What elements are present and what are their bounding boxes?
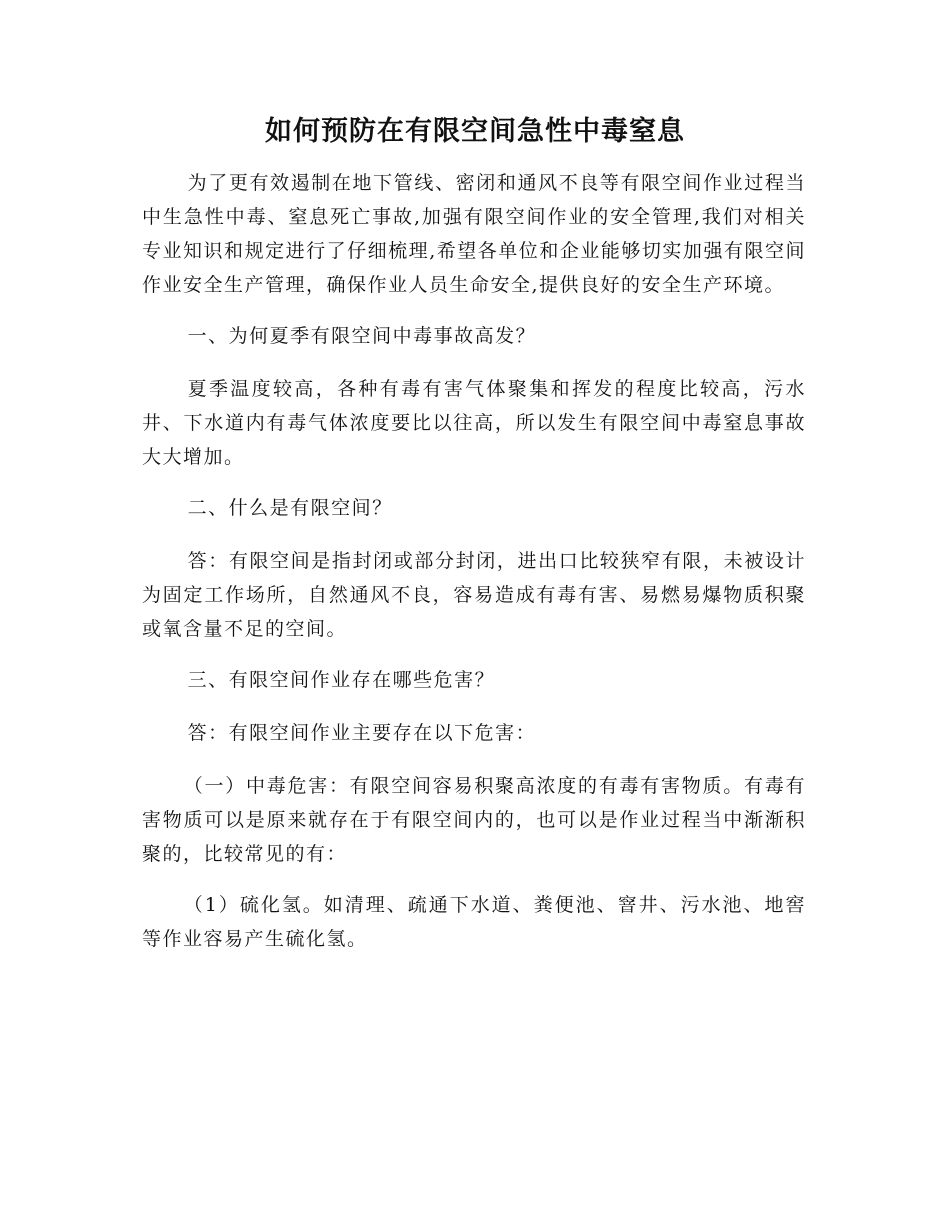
intro-paragraph: 为了更有效遏制在地下管线、密闭和通风不良等有限空间作业过程当中生急性中毒、窒息死亡事故,加强有限空间作业的安全管理,我们对相关专业知识和规定进行了仔细梳理,希望各单位和企业能够切实加强有限空间作业安全生产管理，确保作业人员生命安全,提供良好的安全生产环境。 [142, 172, 806, 296]
section-1-paragraph: 夏季温度较高，各种有毒有害气体聚集和挥发的程度比较高，污水井、下水道内有毒气体浓度要比以往高，所以发生有限空间中毒窒息事故大大增加。 [142, 378, 806, 468]
poisoning-hazard-paragraph: （一）中毒危害：有限空间容易积聚高浓度的有毒有害物质。有毒有害物质可以是原来就存在于有限空间内的，也可以是作业过程当中渐渐积聚的，比较常见的有： [142, 775, 806, 865]
section-3-answer-intro: 答：有限空间作业主要存在以下危害： [187, 722, 537, 744]
section-heading-1: 一、为何夏季有限空间中毒事故高发？ [187, 325, 537, 347]
document-body [142, 166, 806, 973]
section-heading-2: 二、什么是有限空间？ [187, 497, 393, 519]
hydrogen-sulfide-paragraph: （1）硫化氢。如清理、疏通下水道、粪便池、窨井、污水池、地窖等作业容易产生硫化氢。 [142, 894, 806, 950]
section-2-answer: 答：有限空间是指封闭或部分封闭，进出口比较狭窄有限，未被设计为固定工作场所，自然通风不良，容易造成有毒有害、易燃易爆物质积聚或氧含量不足的空间。 [142, 550, 806, 640]
document-title: 如何预防在有限空间急性中毒窒息 [265, 116, 685, 147]
section-heading-3: 三、有限空间作业存在哪些危害？ [187, 669, 496, 691]
